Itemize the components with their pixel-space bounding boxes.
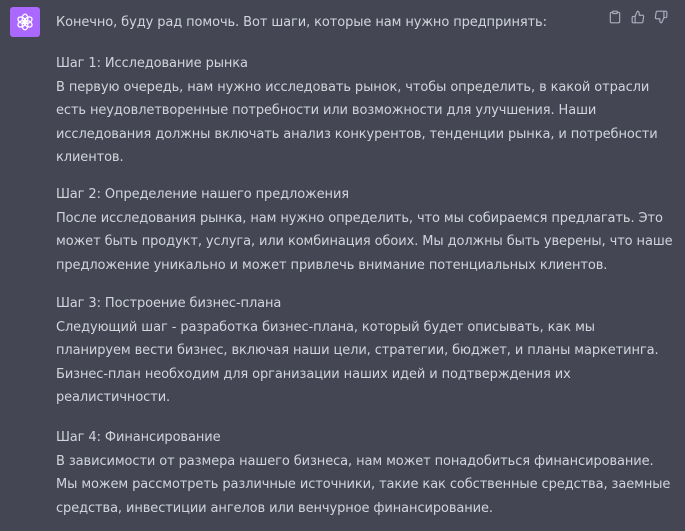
step-line: Мы можем рассмотреть различные источники, такие как собственные средства, заемные xyxy=(56,477,671,492)
step-line: планируем вести бизнес, включая наши цели, стратегии, бюджет, и планы маркетинга. xyxy=(56,343,659,358)
thumbs-up-icon xyxy=(631,10,645,24)
step-line: есть неудовлетворенные потребности или возможности для улучшения. Наши xyxy=(56,103,597,118)
step-line: После исследования рынка, нам нужно определить, что мы собираемся предлагать. Это xyxy=(56,210,663,226)
assistant-logo-icon xyxy=(15,12,35,32)
step-1 xyxy=(56,52,658,170)
copy-button[interactable] xyxy=(607,9,623,25)
step-line: клиентов. xyxy=(56,150,124,165)
message-actions xyxy=(607,9,669,25)
step-4 xyxy=(56,426,670,520)
clipboard-icon xyxy=(608,10,622,24)
message-intro: Конечно, буду рад помочь. Вот шаги, которые нам нужно предпринять: xyxy=(56,15,547,30)
step-line: может быть продукт, услуга, или комбинация обоих. Мы должны быть уверены, что наше xyxy=(56,234,673,249)
step-3 xyxy=(56,292,659,410)
dislike-button[interactable] xyxy=(653,9,669,25)
step-line: предложение уникально и может привлечь внимание потенциальных клиентов. xyxy=(56,257,608,273)
step-line: Следующий шаг - разработка бизнес-плана, который будет описывать, как мы xyxy=(56,319,595,335)
step-line: исследования должны включать анализ конкурентов, тенденции рынка, и потребности xyxy=(56,126,658,142)
step-line: реалистичности. xyxy=(56,390,171,405)
step-title: Шаг 4: Финансирование xyxy=(56,430,221,445)
step-line: В зависимости от размера нашего бизнеса, нам может понадобиться финансирование. xyxy=(56,453,654,469)
assistant-avatar xyxy=(10,7,40,37)
step-line: средства, инвестиции ангелов или венчурное финансирование. xyxy=(56,500,493,516)
like-button[interactable] xyxy=(630,9,646,25)
thumbs-down-icon xyxy=(654,10,668,24)
step-2 xyxy=(56,183,673,277)
step-title: Шаг 3: Построение бизнес-плана xyxy=(56,296,282,311)
step-title: Шаг 1: Исследование рынка xyxy=(56,56,248,71)
step-line: Бизнес-план необходим для организации наших идей и подтверждения их xyxy=(56,366,571,382)
step-line: В первую очередь, нам нужно исследовать рынок, чтобы определить, в какой отрасли xyxy=(56,79,650,95)
step-title: Шаг 2: Определение нашего предложения xyxy=(56,187,350,202)
